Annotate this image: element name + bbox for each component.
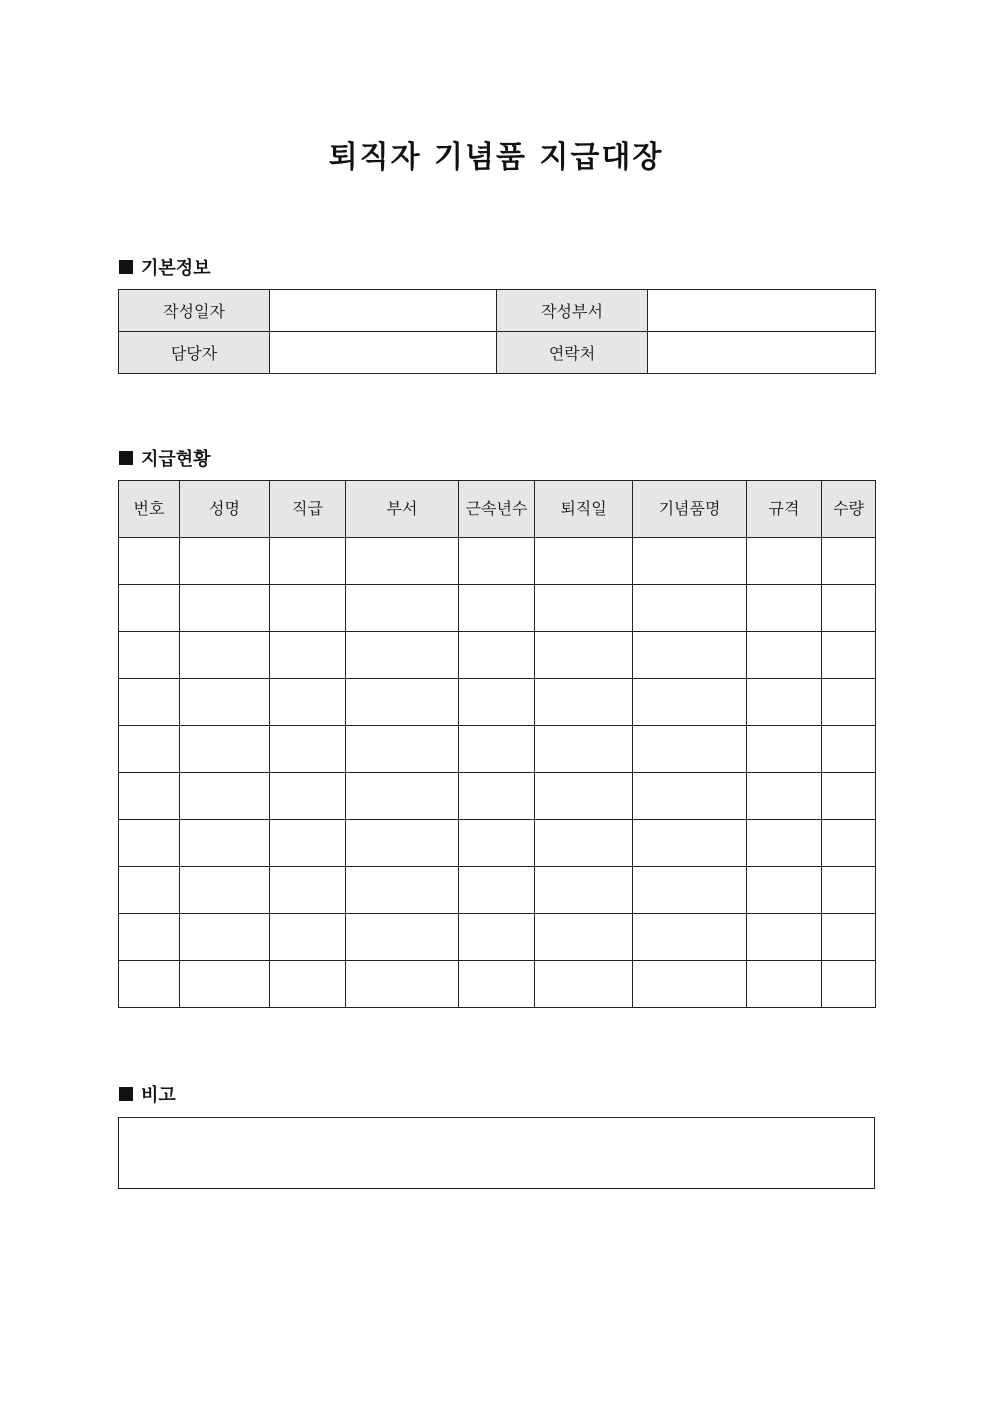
table-cell[interactable] bbox=[535, 820, 633, 867]
table-cell[interactable] bbox=[270, 726, 346, 773]
column-header: 기념품명 bbox=[633, 481, 747, 538]
table-cell[interactable] bbox=[747, 726, 822, 773]
table-row bbox=[119, 332, 876, 374]
table-cell[interactable] bbox=[346, 585, 459, 632]
table-cell[interactable] bbox=[119, 867, 180, 914]
table-cell[interactable] bbox=[270, 632, 346, 679]
dept-label: 작성부서 bbox=[497, 290, 648, 332]
table-cell[interactable] bbox=[535, 726, 633, 773]
table-cell[interactable] bbox=[119, 679, 180, 726]
table-cell[interactable] bbox=[822, 867, 876, 914]
table-cell[interactable] bbox=[270, 679, 346, 726]
table-cell[interactable] bbox=[633, 726, 747, 773]
table-cell[interactable] bbox=[747, 867, 822, 914]
table-cell[interactable] bbox=[747, 961, 822, 1008]
table-cell[interactable] bbox=[459, 726, 535, 773]
table-cell[interactable] bbox=[346, 679, 459, 726]
table-row bbox=[119, 538, 876, 585]
section-heading-basic-info bbox=[119, 254, 211, 280]
page-title: 퇴직자 기념품 지급대장 bbox=[328, 140, 664, 175]
table-cell[interactable] bbox=[535, 773, 633, 820]
table-cell[interactable] bbox=[270, 961, 346, 1008]
column-header: 성명 bbox=[180, 481, 270, 538]
table-cell[interactable] bbox=[822, 914, 876, 961]
table-row bbox=[119, 867, 876, 914]
square-bullet-icon bbox=[119, 260, 133, 274]
table-row bbox=[119, 961, 876, 1008]
table-cell[interactable] bbox=[633, 820, 747, 867]
table-cell[interactable] bbox=[346, 726, 459, 773]
table-cell[interactable] bbox=[119, 773, 180, 820]
table-row bbox=[119, 773, 876, 820]
remarks-field[interactable] bbox=[118, 1117, 875, 1189]
section-heading-remarks bbox=[119, 1081, 176, 1107]
table-row bbox=[119, 290, 876, 332]
section-title: 비고 bbox=[141, 1085, 176, 1106]
table-cell[interactable] bbox=[346, 632, 459, 679]
table-cell[interactable] bbox=[535, 867, 633, 914]
table-row bbox=[119, 679, 876, 726]
table-cell[interactable] bbox=[459, 679, 535, 726]
table-cell[interactable] bbox=[459, 585, 535, 632]
table-cell[interactable] bbox=[346, 914, 459, 961]
table-cell[interactable] bbox=[633, 632, 747, 679]
table-cell[interactable] bbox=[180, 585, 270, 632]
table-cell[interactable] bbox=[459, 820, 535, 867]
table-cell[interactable] bbox=[180, 726, 270, 773]
table-cell[interactable] bbox=[270, 773, 346, 820]
manager-field[interactable] bbox=[270, 332, 497, 374]
table-cell[interactable] bbox=[180, 773, 270, 820]
table-cell[interactable] bbox=[119, 726, 180, 773]
table-cell[interactable] bbox=[535, 961, 633, 1008]
table-cell[interactable] bbox=[822, 585, 876, 632]
table-cell[interactable] bbox=[633, 679, 747, 726]
table-cell[interactable] bbox=[747, 538, 822, 585]
table-cell[interactable] bbox=[633, 867, 747, 914]
table-row bbox=[119, 632, 876, 679]
table-cell[interactable] bbox=[180, 867, 270, 914]
table-cell[interactable] bbox=[459, 773, 535, 820]
table-cell[interactable] bbox=[119, 585, 180, 632]
table-cell[interactable] bbox=[119, 961, 180, 1008]
basic-info-table bbox=[118, 289, 876, 374]
table-cell[interactable] bbox=[633, 585, 747, 632]
table-cell[interactable] bbox=[270, 867, 346, 914]
section-title: 기본정보 bbox=[141, 258, 211, 279]
table-cell[interactable] bbox=[822, 773, 876, 820]
table-cell[interactable] bbox=[346, 867, 459, 914]
column-header: 직급 bbox=[270, 481, 346, 538]
table-cell[interactable] bbox=[180, 538, 270, 585]
table-cell[interactable] bbox=[346, 820, 459, 867]
table-cell[interactable] bbox=[535, 632, 633, 679]
table-cell[interactable] bbox=[119, 632, 180, 679]
contact-label: 연락처 bbox=[497, 332, 648, 374]
table-cell[interactable] bbox=[633, 773, 747, 820]
table-row bbox=[119, 585, 876, 632]
table-cell[interactable] bbox=[119, 914, 180, 961]
table-cell[interactable] bbox=[747, 679, 822, 726]
table-cell[interactable] bbox=[270, 585, 346, 632]
table-cell[interactable] bbox=[180, 961, 270, 1008]
table-row bbox=[119, 726, 876, 773]
table-cell[interactable] bbox=[747, 773, 822, 820]
table-cell[interactable] bbox=[346, 961, 459, 1008]
table-cell[interactable] bbox=[535, 538, 633, 585]
table-row bbox=[119, 820, 876, 867]
section-heading-status bbox=[119, 445, 211, 471]
table-cell[interactable] bbox=[180, 820, 270, 867]
table-cell[interactable] bbox=[747, 632, 822, 679]
status-table bbox=[118, 480, 876, 1008]
table-cell[interactable] bbox=[180, 914, 270, 961]
column-header: 번호 bbox=[119, 481, 180, 538]
table-cell[interactable] bbox=[822, 538, 876, 585]
table-cell[interactable] bbox=[459, 867, 535, 914]
table-cell[interactable] bbox=[633, 961, 747, 1008]
dept-field[interactable] bbox=[648, 290, 876, 332]
table-cell[interactable] bbox=[822, 679, 876, 726]
table-cell[interactable] bbox=[535, 679, 633, 726]
column-header: 규격 bbox=[747, 481, 822, 538]
table-cell[interactable] bbox=[822, 726, 876, 773]
table-cell[interactable] bbox=[180, 632, 270, 679]
table-cell[interactable] bbox=[747, 820, 822, 867]
table-cell[interactable] bbox=[346, 538, 459, 585]
table-cell[interactable] bbox=[459, 914, 535, 961]
table-cell[interactable] bbox=[633, 538, 747, 585]
column-header: 부서 bbox=[346, 481, 459, 538]
table-cell[interactable] bbox=[270, 820, 346, 867]
table-cell[interactable] bbox=[270, 538, 346, 585]
column-header: 근속년수 bbox=[459, 481, 535, 538]
table-cell[interactable] bbox=[459, 961, 535, 1008]
table-cell[interactable] bbox=[180, 679, 270, 726]
written-date-label: 작성일자 bbox=[119, 290, 270, 332]
table-cell[interactable] bbox=[346, 773, 459, 820]
contact-field[interactable] bbox=[648, 332, 876, 374]
table-cell[interactable] bbox=[747, 585, 822, 632]
table-cell[interactable] bbox=[822, 961, 876, 1008]
section-title: 지급현황 bbox=[141, 449, 211, 470]
table-cell[interactable] bbox=[459, 632, 535, 679]
table-cell[interactable] bbox=[459, 538, 535, 585]
written-date-field[interactable] bbox=[270, 290, 497, 332]
table-cell[interactable] bbox=[822, 632, 876, 679]
square-bullet-icon bbox=[119, 1087, 133, 1101]
table-header-row bbox=[119, 481, 876, 538]
table-cell[interactable] bbox=[119, 538, 180, 585]
table-cell[interactable] bbox=[535, 585, 633, 632]
square-bullet-icon bbox=[119, 451, 133, 465]
table-cell[interactable] bbox=[747, 914, 822, 961]
manager-label: 담당자 bbox=[119, 332, 270, 374]
column-header: 수량 bbox=[822, 481, 876, 538]
table-cell[interactable] bbox=[822, 820, 876, 867]
column-header: 퇴직일 bbox=[535, 481, 633, 538]
table-cell[interactable] bbox=[535, 914, 633, 961]
table-cell[interactable] bbox=[119, 820, 180, 867]
table-cell[interactable] bbox=[270, 914, 346, 961]
table-cell[interactable] bbox=[633, 914, 747, 961]
table-row bbox=[119, 914, 876, 961]
